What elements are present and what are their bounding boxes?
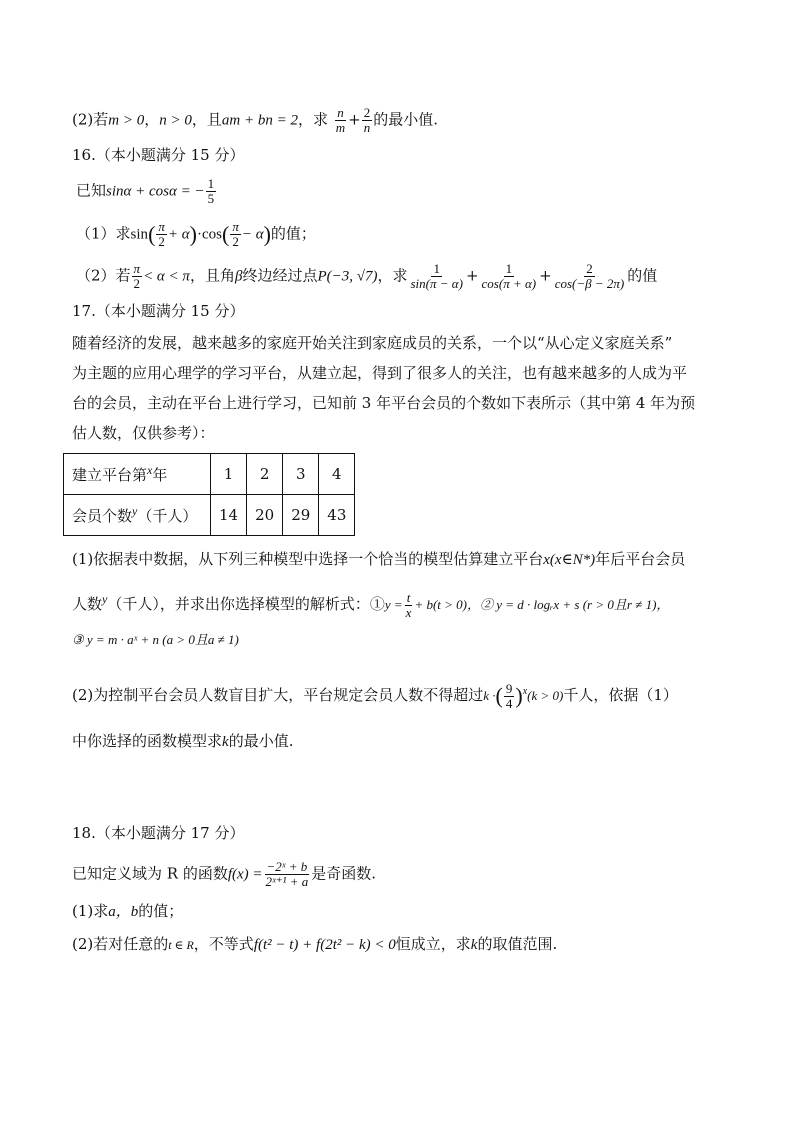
q16-p2-cond-num: π (133, 261, 141, 276)
q18-p1-pre: (1)求 (72, 902, 109, 920)
q17-para-2: 为主题的应用心理学的学习平台，从建立起，得到了很多人的关注，也有越来越多的人成为平 (72, 364, 688, 382)
table-cell: 3 (283, 454, 319, 495)
q16-p1-label: （1）求 (76, 224, 131, 243)
q18-given (72, 860, 376, 889)
q17-p2-frac-den: 4 (505, 695, 513, 711)
row1-header-post: 年 (152, 466, 168, 484)
q17-model2: ，② y = d · logᵣx + s (r > 0且r ≠ 1)， (467, 597, 670, 612)
q17-p2-exp: x (522, 686, 528, 697)
q17-para-4: 估人数，仅供参考）： (72, 424, 215, 442)
q16-p1-lparen2: ( (221, 221, 230, 247)
row1-header-var: x (147, 463, 153, 477)
q15-part2 (72, 106, 438, 135)
q16-given-frac (206, 177, 217, 206)
q18-heading: 18.（本小题满分 17 分） (72, 824, 245, 842)
q17-model1-den: x (405, 604, 412, 620)
q16-p2-mid: ，且角 (189, 266, 235, 285)
q15-part2-label: (2)若 (72, 110, 109, 129)
q17-p2-k: k · (483, 688, 496, 703)
q16-p2-label: （2）若 (76, 266, 131, 285)
q17-p1-l1-pre: (1)依据表中数据，从下列三种模型中选择一个恰当的模型估算建立平台 (72, 550, 544, 568)
q17-model3: ③ y = m · aˣ + n (a > 0且a ≠ 1) (72, 632, 239, 647)
q16-p2-ask: ，求 (377, 266, 408, 285)
q16-p2-beta: β (234, 268, 243, 285)
q16-p1-arg2-frac (230, 220, 241, 249)
q16-p1-dot-cos: ·cos (196, 226, 222, 243)
q15-sep1: ， (144, 110, 160, 129)
q16-p2-tail: 的值 (627, 266, 658, 285)
table-row (64, 495, 355, 536)
q17-data-table (63, 453, 355, 536)
q17-p2-rparen: ) (515, 683, 523, 708)
q16-p1-arg1-num: π (158, 219, 165, 234)
q16-p2-mid2: 终边经过点 (242, 266, 318, 285)
q17-model3-line (72, 628, 239, 651)
q18-part1 (72, 900, 183, 923)
q16-t2-num: 1 (505, 261, 513, 276)
table-cell: 2 (247, 454, 283, 495)
q17-p1-l1-var: x(x∈N*) (543, 552, 596, 568)
q18-p2-k: k (470, 937, 478, 953)
q16-heading: 16.（本小题满分 15 分） (72, 146, 245, 164)
q15-cond3: am + bn = 2 (221, 112, 298, 129)
q16-p2-cond-den: 2 (133, 276, 141, 291)
q15-frac1-den: m (335, 120, 346, 135)
q16-p1-sin: sin (130, 226, 149, 243)
q15-cond2: n > 0 (159, 112, 192, 129)
q16-p1-arg1-den: 2 (158, 234, 165, 249)
q16-t1-num: 1 (433, 261, 440, 276)
table-row-header (64, 495, 211, 536)
table-cell: 4 (319, 454, 355, 495)
table-row (64, 454, 355, 495)
q16-p1-arg2-num: π (232, 219, 239, 234)
q18-given-frac (264, 860, 311, 889)
q18-p2-pre: (2)若对任意的 (72, 935, 169, 953)
q17-model1-pre: y = (384, 597, 403, 612)
q18-p2-t: t ∈ R (168, 938, 194, 952)
q17-part1-line1 (72, 548, 685, 571)
q16-given (76, 177, 217, 206)
q17-part2-line1 (72, 681, 678, 711)
q16-p2-term2 (480, 262, 539, 291)
q16-p2-term3 (553, 262, 627, 291)
q15-cond1: m > 0 (108, 112, 145, 129)
q17-p1-l2-mid: （千人），并求出你选择模型的解析式：① (107, 595, 385, 613)
q15-frac2-den: n (363, 120, 371, 135)
q15-frac1-num: n (337, 105, 344, 120)
row1-header-pre: 建立平台第 (72, 466, 148, 484)
q17-p2-l1-post: 千人，依据（1） (563, 686, 678, 704)
q16-p2-term1 (409, 262, 465, 291)
q17-model1-post: + b(t > 0) (414, 597, 468, 612)
q15-ask: ，求 (297, 110, 328, 129)
q16-t3-den: cos(−β − 2π) (554, 276, 625, 291)
q17-para-3: 台的会员，主动在平台上进行学习，已知前 3 年平台会员的个数如下表所示（其中第 4 年为预 (72, 394, 696, 412)
q16-p1-tail: 的值； (270, 224, 316, 243)
q17-model1-num: t (406, 589, 411, 605)
q16-p1-arg2-den: 2 (232, 234, 239, 249)
q15-sep2: ，且 (191, 110, 222, 129)
q16-p1-rparen2: ) (263, 221, 271, 247)
row2-header-post: （千人） (137, 507, 198, 525)
table-cell: 14 (211, 495, 247, 536)
q16-p1-arg1-rest: + α (167, 226, 190, 243)
q16-part2: （2）若 $\frac{\pi}{2}$ < α < π，且角β终边经过点P(−3, √7)，求 $\frac{1}{\sin(\pi - \alpha)}$ + $\frac{1}{\cos(\pi + \alpha)}$ + $\frac{2}{\cos(-\beta - 2\pi)}$ 的值 (76, 261, 658, 291)
q17-para-1: 随着经济的发展，越来越多的家庭开始关注到家庭成员的关系，一个以“从心定义家庭关系” (72, 334, 673, 352)
q18-p1-vars: a，b (108, 904, 139, 920)
q15-tail: 的最小值. (373, 110, 438, 129)
q18-given-den: 2ˣ⁺¹ + a (265, 874, 309, 889)
q16-p1-lparen1: ( (148, 221, 156, 247)
q16-p1-rparen1: ) (189, 221, 197, 247)
q16-given-expr: sinα + cosα = − (106, 183, 205, 200)
q18-given-num: −2ˣ + b (266, 859, 308, 874)
q18-p2-mid2: 恒成立，求 (395, 935, 471, 953)
q17-p2-lparen: ( (495, 683, 503, 708)
q18-given-pre: 已知定义域为 R 的函数 (72, 864, 228, 883)
q18-given-post: 是奇函数. (311, 864, 377, 883)
table-cell: 29 (283, 495, 319, 536)
q16-part1 (76, 220, 316, 249)
q16-p1-arg1-frac (156, 220, 167, 249)
q17-p1-l2-var: y (102, 592, 108, 606)
table-cell: 43 (319, 495, 355, 536)
q17-part2-line2 (72, 730, 293, 753)
q18-given-f: f(x) = (227, 866, 263, 883)
q16-given-pre: 已知 (76, 181, 107, 200)
q17-p2-cond: (k > 0) (527, 688, 564, 703)
q15-frac2 (362, 106, 373, 135)
q17-p2-l1-pre: (2)为控制平台会员人数盲目扩大，平台规定会员人数不得超过 (72, 686, 484, 704)
q17-p2-l2-text: 中你选择的函数模型求 (72, 732, 223, 750)
q16-given-num: 1 (207, 176, 215, 191)
q16-given-den: 5 (207, 191, 215, 206)
q16-p2-cond-frac (132, 262, 143, 291)
q18-p2-mid: ，不等式 (193, 935, 254, 953)
q18-p2-ineq: f(t² − t) + f(2t² − k) < 0 (253, 937, 396, 953)
q15-frac2-num: 2 (363, 105, 371, 120)
q15-frac1 (334, 106, 347, 135)
q17-p2-l2-post: 的最小值. (228, 732, 294, 750)
q16-t2-den: cos(π + α) (481, 276, 537, 291)
q18-part2 (72, 933, 557, 956)
q17-p1-l2-pre: 人数 (72, 595, 103, 613)
q16-t1-den: sin(π − α) (410, 276, 463, 291)
q17-p2-frac-num: 9 (505, 680, 513, 696)
row2-header-pre: 会员个数 (72, 507, 133, 525)
q16-t3-num: 2 (586, 261, 593, 276)
q16-p2-cond-rest: < α < π (143, 268, 190, 285)
q16-p1-arg2-rest: − α (241, 226, 264, 243)
q18-p2-post: 的取值范围. (477, 935, 558, 953)
q16-p2-point: P(−3, √7) (317, 268, 378, 285)
q17-p1-l1-post: 年后平台会员 (595, 550, 686, 568)
q18-p1-post: 的值； (138, 902, 184, 920)
q17-p2-l2-k: k (222, 734, 229, 750)
table-cell: 20 (247, 495, 283, 536)
q17-p2-frac (504, 682, 515, 711)
row2-header-var: y (132, 504, 138, 518)
table-row-header (64, 454, 211, 495)
q17-part1-line2 (72, 588, 669, 620)
q15-plus: + (348, 110, 361, 129)
q17-model1-frac (404, 591, 414, 620)
table-cell: 1 (211, 454, 247, 495)
q17-heading: 17.（本小题满分 15 分） (72, 302, 245, 320)
